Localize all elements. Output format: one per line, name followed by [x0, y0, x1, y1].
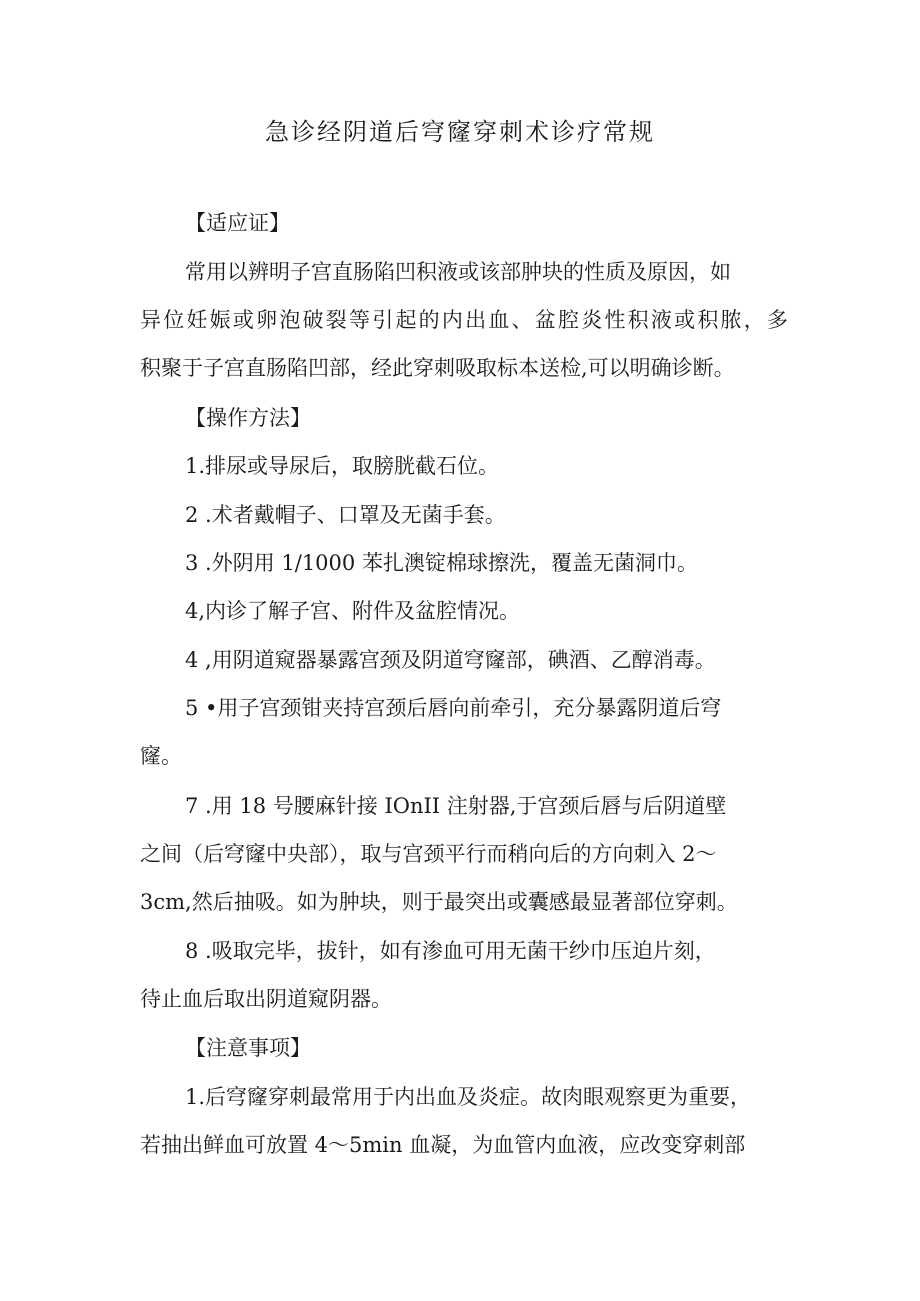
procedure-step: 8 .吸取完毕，拔针，如有渗血可用无菌干纱巾压迫片刻， [185, 939, 716, 963]
procedure-step: 1.排尿或导尿后，取膀胱截石位。 [185, 454, 500, 478]
document-title: 急诊经阴道后穹窿穿刺术诊疗常规 [265, 118, 655, 146]
procedure-step: 7 .用 18 号腰麻针接 IOnII 注射器,于宫颈后唇与后阴道壁 [185, 794, 727, 818]
procedure-step-continued: 窿。 [140, 744, 182, 768]
paragraph-line: 1.后穹窿穿刺最常用于内出血及炎症。故肉眼观察更为重要， [185, 1085, 752, 1109]
paragraph-line: 积聚于子宫直肠陷凹部，经此穿刺吸取标本送检,可以明确诊断。 [140, 356, 735, 380]
procedure-step: 5 •用子宫颈钳夹持宫颈后唇向前牵引，充分暴露阴道后穹 [185, 696, 722, 720]
section-heading-procedure: 【操作方法】 [185, 406, 311, 430]
procedure-step-continued: 之间（后穹窿中央部），取与宫颈平行而稍向后的方向刺入 2～ [140, 842, 717, 866]
procedure-step-continued: 待止血后取出阴道窥阴器。 [140, 987, 392, 1011]
procedure-step: 4 ,用阴道窥器暴露宫颈及阴道穹窿部，碘酒、乙醇消毒。 [185, 648, 716, 672]
procedure-step: 2 .术者戴帽子、口罩及无菌手套。 [185, 503, 506, 527]
procedure-step-continued: 3cm,然后抽吸。如为肿块，则于最突出或囊感最显著部位穿刺。 [140, 890, 738, 914]
procedure-step: 4,内诊了解子宫、附件及盆腔情况。 [185, 599, 521, 623]
paragraph-line: 若抽出鲜血可放置 4～5min 血凝，为血管内血液，应改变穿刺部 [140, 1133, 746, 1157]
paragraph-line: 常用以辨明子宫直肠陷凹积液或该部肿块的性质及原因，如 [185, 260, 731, 284]
paragraph-line: 异位妊娠或卵泡破裂等引起的内出血、盆腔炎性积液或积脓，多 [140, 308, 788, 332]
procedure-step: 3 .外阴用 1/1000 苯扎澳锭棉球擦洗，覆盖无菌洞巾。 [185, 551, 698, 575]
section-heading-indications: 【适应证】 [185, 211, 290, 235]
section-heading-precautions: 【注意事项】 [185, 1036, 311, 1060]
